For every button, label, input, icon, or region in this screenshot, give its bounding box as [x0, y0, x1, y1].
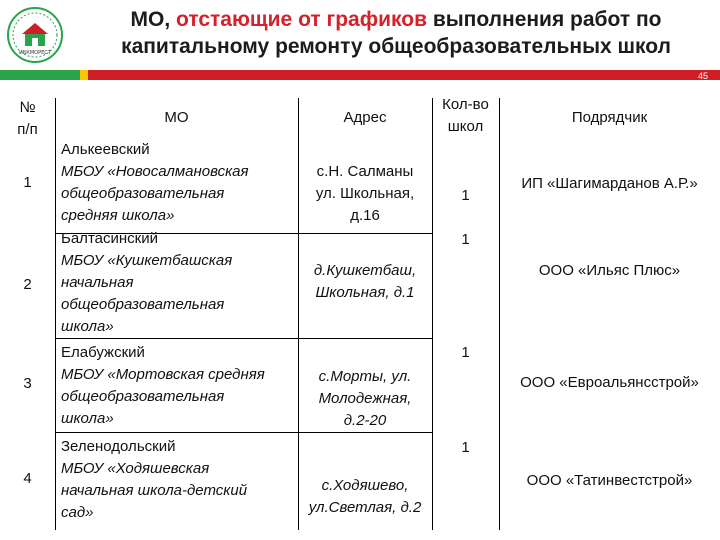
- school-line: МБОУ «Мортовская средняя: [61, 366, 265, 383]
- school-emblem-logo: [6, 6, 64, 64]
- row-divider: [55, 338, 432, 339]
- row-contractor: ИП «Шагимарданов А.Р.»: [521, 175, 698, 192]
- stripe-red: [88, 70, 720, 80]
- header-num-line1: №: [19, 99, 36, 116]
- row-contractor: ООО «Евроальянсстрой»: [520, 374, 699, 391]
- district-name: Зеленодольский: [61, 438, 176, 455]
- school-line: МБОУ «Кушкетбашская: [61, 252, 233, 269]
- school-line: общеобразовательная: [61, 296, 225, 313]
- row-num: 3: [23, 375, 32, 392]
- address-line: ул. Школьная,: [315, 185, 415, 202]
- row-count: 1: [461, 231, 470, 248]
- header-count-line2: школ: [447, 118, 484, 135]
- row-count: 1: [461, 344, 470, 361]
- col-divider: [55, 98, 56, 530]
- row-mo: [61, 139, 297, 227]
- address-line: с.Ходяшево,: [321, 477, 409, 494]
- header-count: [432, 94, 499, 138]
- row-address: [298, 161, 432, 227]
- address-line: д.16: [350, 207, 380, 224]
- row-address: [298, 475, 432, 519]
- school-line: школа»: [61, 410, 114, 427]
- page-number: 45: [697, 71, 708, 81]
- school-line: начальная школа-детский: [61, 482, 248, 499]
- row-count: 1: [461, 187, 470, 204]
- row-contractor: ООО «Татинвестстрой»: [526, 472, 693, 489]
- col-divider: [432, 98, 433, 530]
- row-address: [298, 260, 432, 304]
- school-line: средняя школа»: [61, 207, 175, 224]
- address-line: д.2-20: [343, 412, 387, 429]
- school-line: сад»: [61, 504, 94, 521]
- address-line: Школьная, д.1: [315, 284, 415, 301]
- header-num-line2: п/п: [17, 121, 38, 138]
- title-part1: МО,: [130, 8, 177, 31]
- district-name: Балтасинский: [61, 230, 158, 247]
- row-mo: [61, 342, 297, 430]
- row-num: 2: [23, 276, 32, 293]
- header-contractor: Подрядчик: [571, 109, 648, 126]
- header-mo: МО: [164, 109, 189, 126]
- address-line: с.Морты, ул.: [318, 368, 412, 385]
- col-divider: [499, 98, 500, 530]
- row-mo: [61, 228, 297, 338]
- row-address: [298, 366, 432, 432]
- school-line: МБОУ «Новосалмановская: [61, 163, 249, 180]
- logo-text: ИБКМОРЕСТ: [19, 50, 51, 56]
- school-line: общеобразовательная: [61, 388, 225, 405]
- school-line: начальная: [61, 274, 134, 291]
- row-num: 4: [23, 470, 32, 487]
- address-line: Молодежная,: [318, 390, 412, 407]
- school-line: школа»: [61, 318, 114, 335]
- header-count-line1: Кол-во: [442, 96, 489, 113]
- address-line: ул.Светлая, д.2: [308, 499, 422, 516]
- stripe-green: [0, 70, 80, 80]
- school-line: МБОУ «Ходяшевская: [61, 460, 210, 477]
- district-name: Алькеевский: [61, 141, 150, 158]
- row-contractor: ООО «Ильяс Плюс»: [538, 262, 681, 279]
- row-divider: [55, 432, 432, 433]
- row-num: 1: [23, 174, 32, 191]
- row-count: 1: [461, 439, 470, 456]
- header-address: Адрес: [343, 109, 387, 126]
- slide-title: [78, 6, 714, 60]
- stripe-yellow: [80, 70, 88, 80]
- address-line: д.Кушкетбаш,: [313, 262, 417, 279]
- address-line: с.Н. Салманы: [316, 163, 414, 180]
- header-num: [0, 97, 55, 141]
- district-name: Елабужский: [61, 344, 145, 361]
- title-highlight: отстающие от графиков: [176, 8, 427, 31]
- row-mo: [61, 436, 297, 524]
- title-part2: выполнения работ по капитальному ремонту общеобразовательных школ: [121, 8, 671, 58]
- school-line: общеобразовательная: [61, 185, 225, 202]
